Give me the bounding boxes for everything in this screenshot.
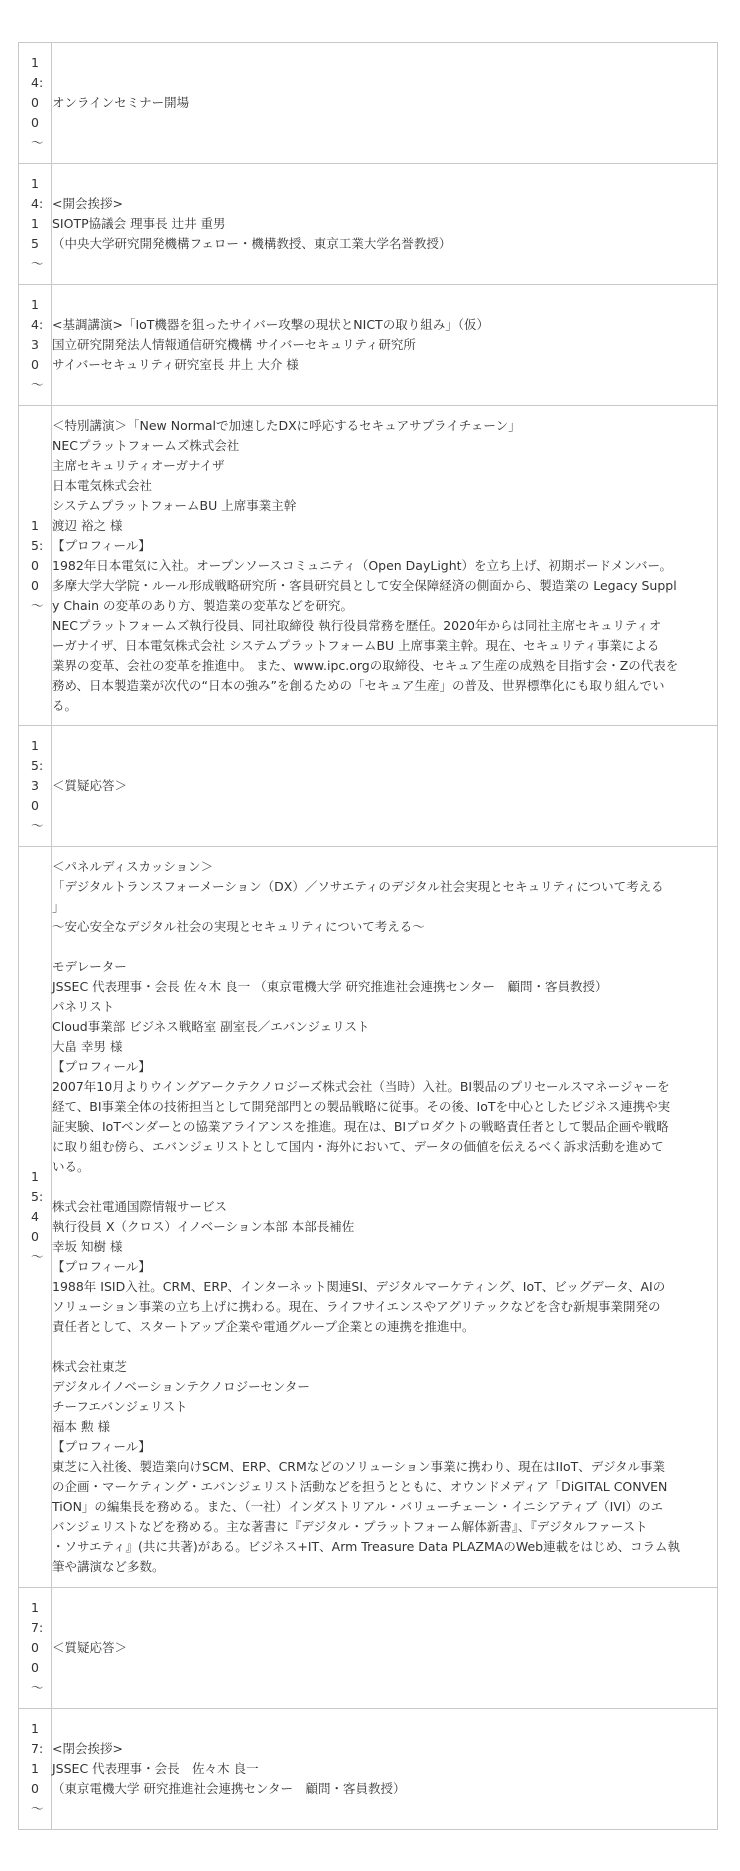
program-row — [19, 285, 718, 406]
time-char: 5: — [31, 1189, 44, 1204]
session-text-line: ＜パネルディスカッション＞ — [52, 859, 214, 874]
time-label — [19, 174, 51, 274]
time-char: 0 — [31, 557, 39, 573]
time-cell — [19, 285, 52, 406]
session-cell — [52, 847, 718, 1588]
program-row — [19, 1588, 718, 1709]
session-text-line: SIOTP協議会 理事長 辻井 重男 — [52, 216, 226, 231]
time-label — [19, 53, 51, 153]
program-row — [19, 1709, 718, 1830]
time-char: 7: — [31, 1620, 44, 1635]
time-char: 1 — [31, 297, 39, 312]
time-label — [19, 516, 51, 616]
time-char: 〜 — [31, 377, 44, 392]
time-char: 3 — [31, 337, 39, 352]
time-char: 0 — [31, 1660, 39, 1675]
session-text-line: デジタルイノベーションテクノロジーセンター — [52, 1379, 310, 1394]
session-text-line: y Chain の変革のあり方、製造業の変革などを研究。 — [52, 597, 354, 613]
session-text-line: （中央大学研究開発機構フェロー・機構教授、東京工業大学名誉教授） — [52, 236, 452, 251]
session-text-line: モデレーター — [52, 959, 127, 974]
session-text-line: 大畠 幸男 様 — [52, 1039, 123, 1054]
session-text-line: 1982年日本電気に入社。オープンソースコミュニティ（Open DayLight）を立ち上げ、初期ボードメンバー。 — [52, 557, 673, 573]
time-char: 〜 — [31, 1249, 44, 1264]
session-text-line: ーガナイザ、日本電気株式会社 システムプラットフォームBU 上席事業主幹。現在、セキュリティ事業による — [52, 637, 660, 653]
time-char: 〜 — [31, 135, 44, 150]
time-char: 3 — [31, 778, 39, 793]
time-char: 7: — [31, 1741, 44, 1756]
session-text-line: 国立研究開発法人情報通信研究機構 サイバーセキュリティ研究所 — [52, 337, 416, 352]
time-char: 1 — [31, 738, 39, 753]
session-text-line: 【プロフィール】 — [52, 1259, 151, 1274]
session-text-line: 【プロフィール】 — [52, 1059, 151, 1074]
session-text-line: 【プロフィール】 — [52, 1439, 151, 1454]
session-text-line: 」 — [52, 899, 65, 914]
time-char: 5 — [31, 236, 39, 251]
session-text-line: （東京電機大学 研究推進社会連携センター 顧問・客員教授） — [52, 1781, 406, 1796]
time-char: 0 — [31, 1781, 39, 1796]
time-label — [19, 1719, 51, 1819]
session-text-line: 【プロフィール】 — [52, 537, 151, 553]
time-char: 0 — [31, 115, 39, 130]
session-text-line: 1988年 ISID入社。CRM、ERP、インターネット関連SI、デジタルマーケティング、IoT、ビッグデータ、AIの — [52, 1279, 666, 1294]
time-char: 0 — [31, 798, 39, 813]
session-text-line: 株式会社東芝 — [52, 1359, 128, 1374]
time-char: 1 — [31, 1169, 39, 1184]
session-cell — [52, 285, 718, 406]
session-text-line: サイバーセキュリティ研究室長 井上 大介 様 — [52, 357, 299, 372]
time-cell — [19, 406, 52, 726]
session-text-line: 株式会社電通国際情報サービス — [52, 1199, 228, 1214]
program-row — [19, 726, 718, 847]
time-cell — [19, 847, 52, 1588]
time-char: 1 — [31, 176, 39, 191]
session-text-line: 日本電気株式会社 — [52, 477, 153, 493]
session-text-line: 幸坂 知樹 様 — [52, 1239, 123, 1254]
time-cell — [19, 43, 52, 164]
session-text-line: る。 — [52, 697, 78, 713]
time-cell — [19, 164, 52, 285]
session-cell — [52, 406, 718, 726]
session-text-line — [52, 937, 717, 957]
session-text-line: の企画・マーケティング・エバンジェリスト活動などを担うとともに、オウンドメディア「DiGITAL CONVEN — [52, 1479, 668, 1494]
session-text-line: 経て、BI事業全体の技術担当として開発部門との製品戦略に従事。その後、IoTを中心としたビジネス連携や実 — [52, 1099, 671, 1114]
program-row — [19, 406, 718, 726]
session-text-line: ＜質疑応答＞ — [52, 778, 128, 793]
session-cell — [52, 726, 718, 847]
time-char: 0 — [31, 577, 39, 593]
time-char: 1 — [31, 55, 39, 70]
session-text-line — [52, 1337, 717, 1357]
session-text-line: 渡辺 裕之 様 — [52, 517, 123, 533]
time-char: 5: — [31, 537, 44, 553]
session-text-line: ＜特別講演＞「New Normalで加速したDXに呼応するセキュアサプライチェーン」 — [52, 417, 521, 433]
session-text-line: 2007年10月よりウイングアークテクノロジーズ株式会社（当時）入社。BI製品のプリセールスマネージャーを — [52, 1079, 670, 1094]
session-text-line: <基調講演>「IoT機器を狙ったサイバー攻撃の現状とNICTの取り組み」（仮） — [52, 317, 489, 332]
session-cell — [52, 1588, 718, 1709]
time-label — [19, 1167, 51, 1267]
session-text-line: 福本 勲 様 — [52, 1419, 110, 1434]
session-text-line: TiON」の編集長を務める。また、（一社）インダストリアル・バリューチェーン・イニシアティブ（IVI）のエ — [52, 1499, 664, 1514]
time-label — [19, 736, 51, 836]
session-text-line: ソリューション事業の立ち上げに携わる。現在、ライフサイエンスやアグリテックなどを含む新規事業開発の — [52, 1299, 661, 1314]
time-label — [19, 1598, 51, 1698]
time-char: 1 — [31, 1721, 39, 1736]
session-text-line: JSSEC 代表理事・会長 佐々木 良一 （東京電機大学 研究推進社会連携センター 顧問・客員教授） — [52, 979, 608, 994]
session-cell — [52, 164, 718, 285]
session-text-line: パネリスト — [52, 999, 115, 1014]
time-char: 5: — [31, 758, 44, 773]
time-char: 1 — [31, 1600, 39, 1615]
session-text-line: <開会挨拶> — [52, 196, 123, 211]
session-text-line: <閉会挨拶> — [52, 1741, 123, 1756]
session-text-line: NECプラットフォームズ執行役員、同社取締役 執行役員常務を歴任。2020年からは同社主席セキュリティオ — [52, 617, 662, 633]
session-text-line: チーフエバンジェリスト — [52, 1399, 188, 1414]
session-text-line: 責任者として、スタートアップ企業や電通グループ企業との連携を推進中。 — [52, 1319, 475, 1334]
time-char: 1 — [31, 216, 39, 231]
session-text-line: Cloud事業部 ビジネス戦略室 副室長／エバンジェリスト — [52, 1019, 370, 1034]
session-text-line: 執行役員 X（クロス）イノベーション本部 本部長補佐 — [52, 1219, 355, 1234]
session-text-line: 多摩大学大学院・ルール形成戦略研究所・客員研究員として安全保障経済の側面から、製造業の Legacy Suppl — [52, 577, 677, 593]
session-text-line: ・ソサエティ』(共に共著)がある。ビジネス+IT、Arm Treasure Data PLAZMAのWeb連載をはじめ、コラム執 — [52, 1539, 680, 1554]
program-body — [19, 43, 718, 1830]
time-char: 0 — [31, 1229, 39, 1244]
session-text-line: 東芝に入社後、製造業向けSCM、ERP、CRMなどのソリューション事業に携わり、現在はIIoT、デジタル事業 — [52, 1459, 666, 1474]
session-text-line: システムプラットフォームBU 上席事業主幹 — [52, 497, 297, 513]
program-table — [18, 42, 718, 1830]
time-char: 4 — [31, 1209, 39, 1224]
session-text-line: オンラインセミナー開場 — [52, 95, 190, 110]
session-text-line — [52, 1177, 717, 1197]
session-text-line: 業界の変革、会社の変革を推進中。 また、www.ipc.orgの取締役、セキュア生産の成熟を目指す会・Zの代表を — [52, 657, 679, 673]
session-text-line: いる。 — [52, 1159, 90, 1174]
time-char: 〜 — [31, 597, 44, 613]
session-text-line: 証実験、IoTベンダーとの協業アライアンスを推進。現在は、BIプロダクトの戦略責任者として製品企画や戦略 — [52, 1119, 669, 1134]
session-cell — [52, 43, 718, 164]
session-text-line: ＜質疑応答＞ — [52, 1640, 128, 1655]
time-char: 〜 — [31, 256, 44, 271]
time-char: 4: — [31, 196, 44, 211]
time-char: 〜 — [31, 1680, 44, 1695]
program-row — [19, 43, 718, 164]
program-row — [19, 164, 718, 285]
time-cell — [19, 726, 52, 847]
time-char: 0 — [31, 357, 39, 372]
time-char: 1 — [31, 517, 39, 533]
time-cell — [19, 1709, 52, 1830]
session-text-line: 「デジタルトランスフォーメーション（DX）／ソサエティのデジタル社会実現とセキュリティについて考える — [52, 879, 664, 894]
time-char: 〜 — [31, 1801, 44, 1816]
time-cell — [19, 1588, 52, 1709]
program-row — [19, 847, 718, 1588]
session-text-line: JSSEC 代表理事・会長 佐々木 良一 — [52, 1761, 259, 1776]
session-cell — [52, 1709, 718, 1830]
time-char: 4: — [31, 317, 44, 332]
time-char: 1 — [31, 1761, 39, 1776]
session-text-line: 務め、日本製造業が次代の“日本の強み”を創るための「セキュア生産」の普及、世界標準化にも取り組んでい — [52, 677, 665, 693]
time-char: 0 — [31, 1640, 39, 1655]
session-text-line: NECプラットフォームズ株式会社 — [52, 437, 240, 453]
time-char: 〜 — [31, 818, 44, 833]
time-char: 0 — [31, 95, 39, 110]
session-text-line: 筆や講演など多数。 — [52, 1559, 165, 1574]
session-text-line: 主席セキュリティオーガナイザ — [52, 457, 225, 473]
time-char: 4: — [31, 75, 44, 90]
session-text-line: 〜安心安全なデジタル社会の実現とセキュリティについて考える〜 — [52, 919, 425, 934]
session-text-line: に取り組む傍ら、エバンジェリストとして国内・海外において、データの価値を伝えるべく訴求活動を進めて — [52, 1139, 664, 1154]
session-text-line: バンジェリストなどを務める。主な著書に『デジタル・プラットフォーム解体新書』、『デジタルファースト — [52, 1519, 648, 1534]
time-label — [19, 295, 51, 395]
